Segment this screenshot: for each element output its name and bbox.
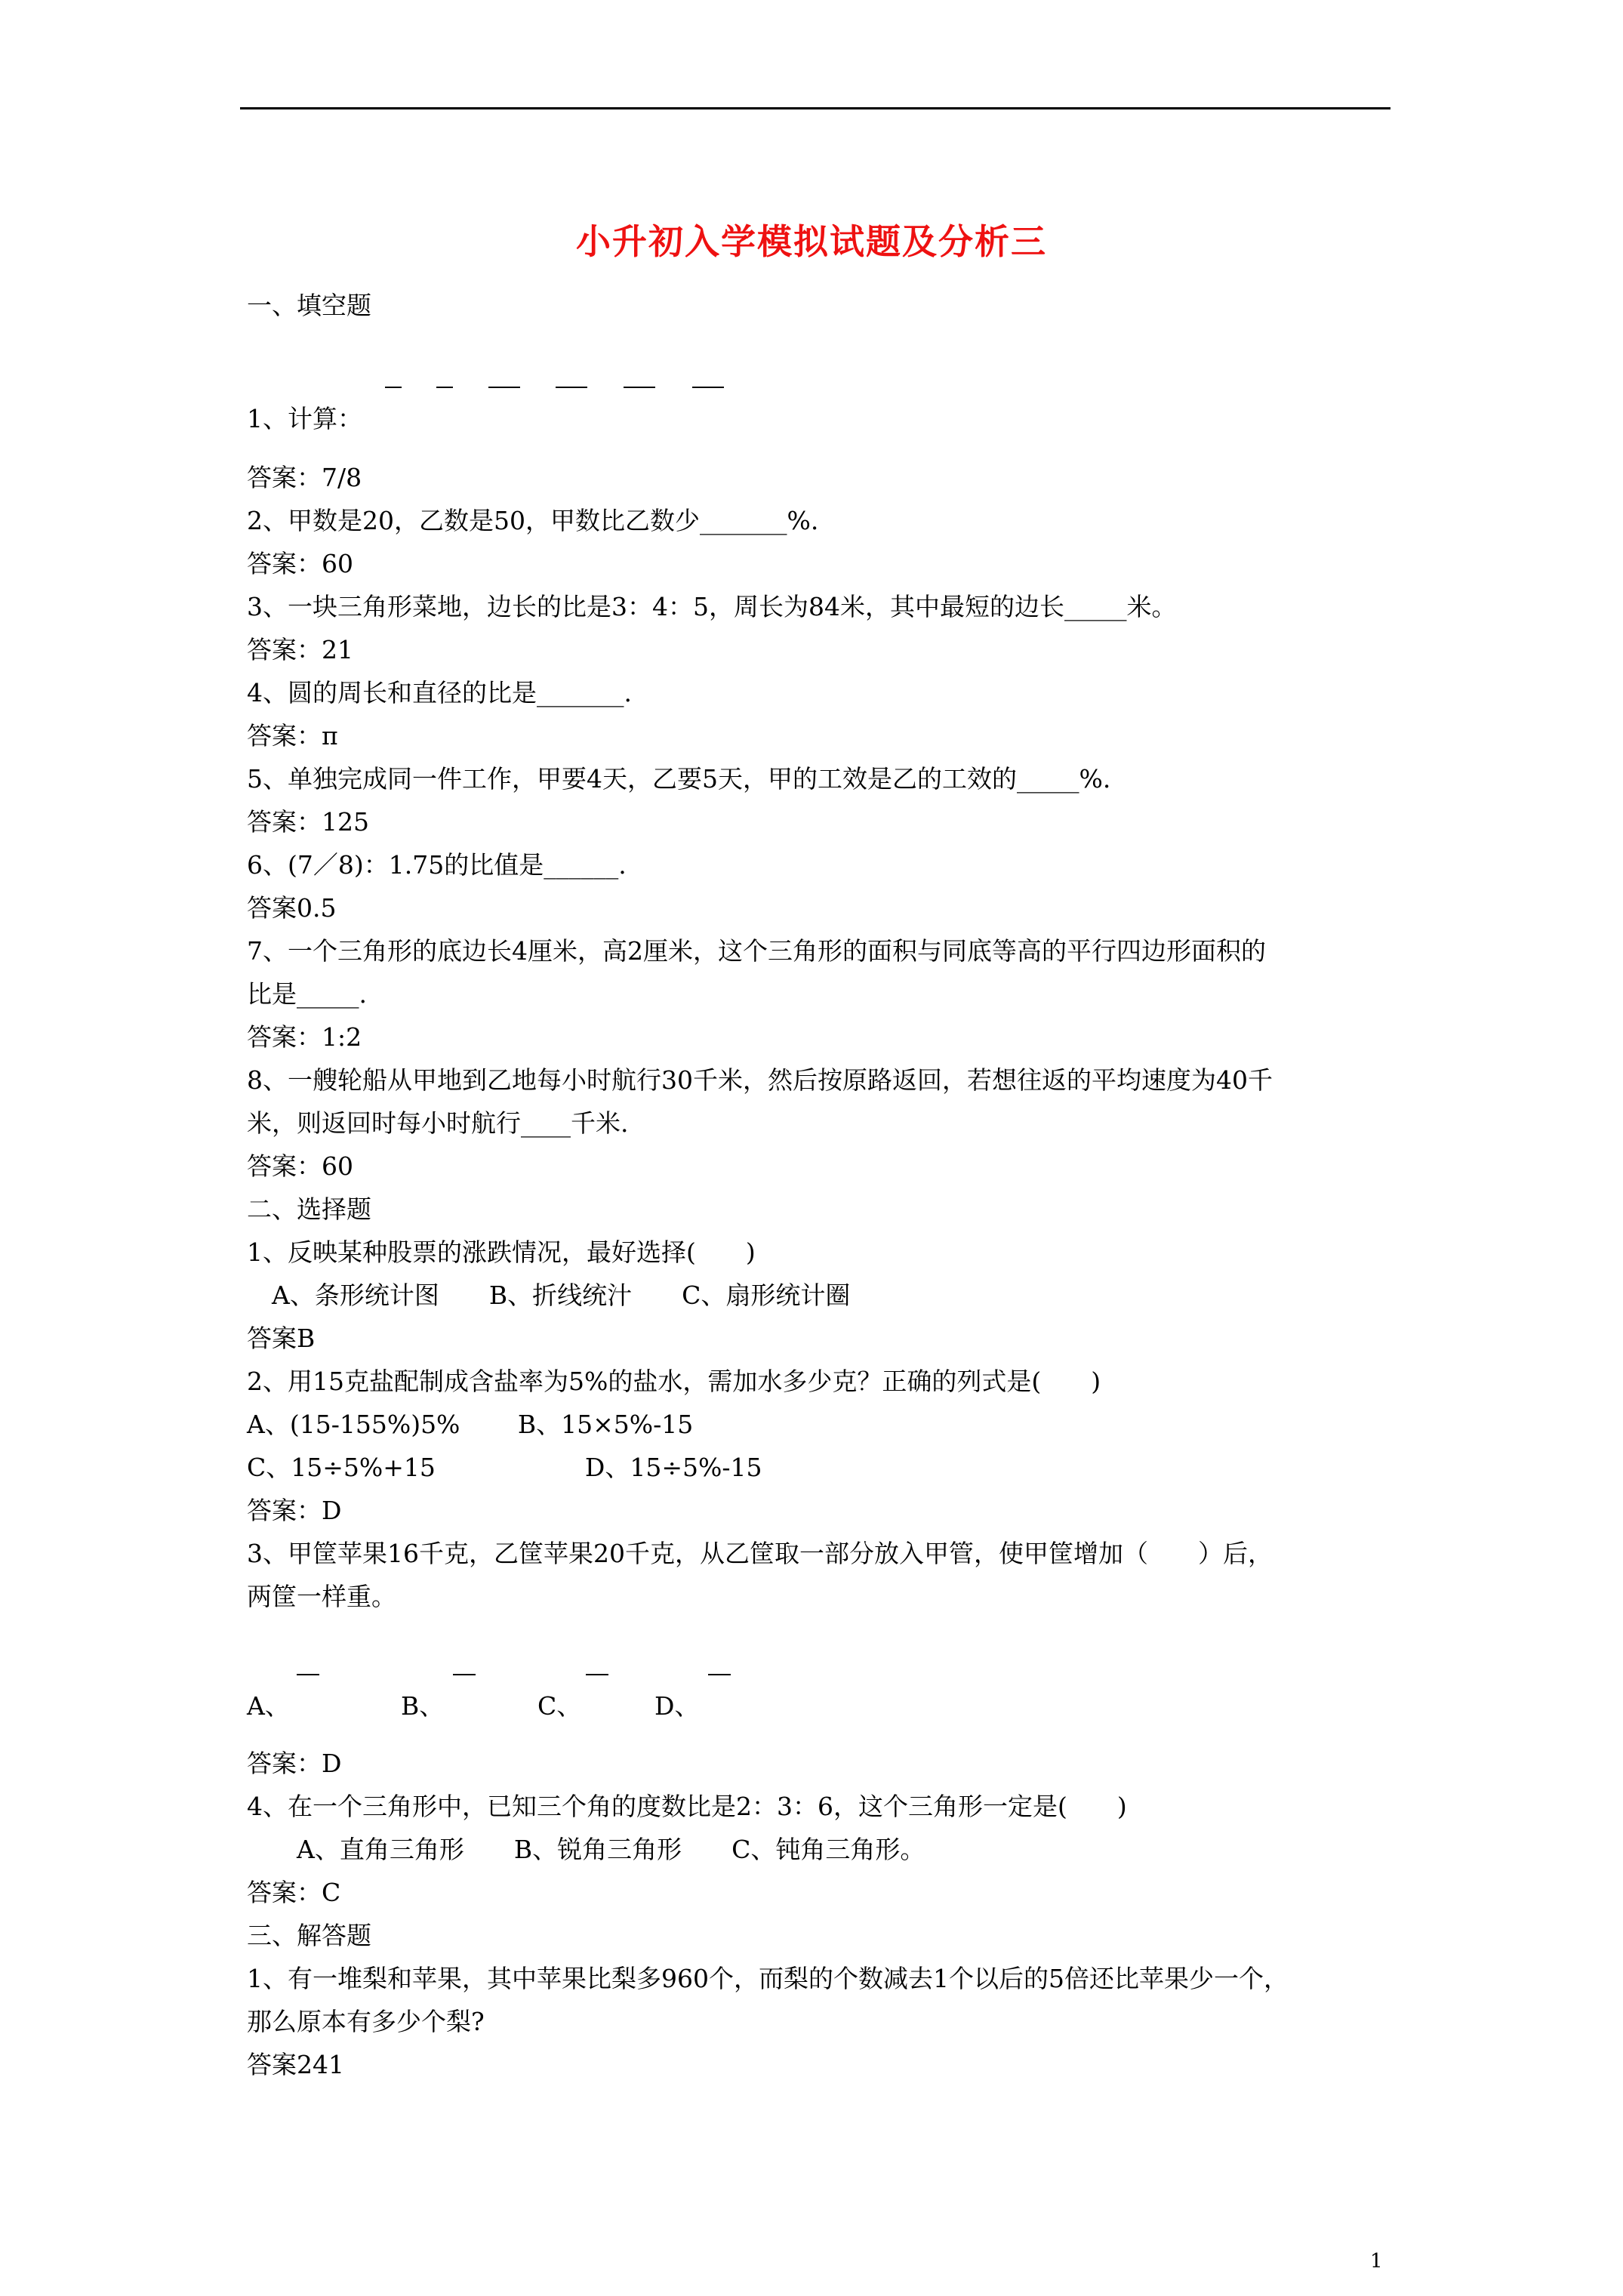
- question-line: 3、一块三角形菜地，边长的比是3：4：5，周长为84米，其中最短的边长_____米。: [247, 592, 1177, 621]
- question-line: 2、用15克盐配制成含盐率为5%的盐水，需加水多少克？正确的列式是( ): [247, 1367, 1101, 1396]
- fraction-bar: [556, 387, 587, 388]
- choices-line: A、直角三角形 B、锐角三角形 C、钝角三角形。: [247, 1835, 925, 1864]
- answer-line: 答案0.5: [247, 893, 337, 923]
- answer-line: 答案：60: [247, 1151, 353, 1181]
- answer-line: 答案：1:2: [247, 1022, 362, 1052]
- fraction-bar: [453, 1674, 476, 1675]
- answer-line: 答案：21: [247, 635, 353, 664]
- question-line: 7、一个三角形的底边长4厘米，高2厘米，这个三角形的面积与同底等高的平行四边形面积的: [247, 936, 1266, 966]
- answer-line: 答案：D: [247, 1496, 342, 1525]
- question-line: 3、甲筐苹果16千克，乙筐苹果20千克，从乙筐取一部分放入甲管，使甲筐增加（ ）后，: [247, 1539, 1273, 1568]
- answer-line: 答案：125: [247, 807, 369, 837]
- choice-b: B、: [401, 1691, 445, 1721]
- page-title: 小升初入学模拟试题及分析三: [576, 221, 1047, 262]
- answer-line: 答案：D: [247, 1749, 342, 1778]
- question-line: 1、计算：: [247, 404, 362, 433]
- question-line: 2、甲数是20，乙数是50，甲数比乙数少_______%.: [247, 506, 819, 535]
- question-line: 1、反映某种股票的涨跌情况，最好选择( ): [247, 1237, 756, 1267]
- section-heading: 二、选择题: [247, 1194, 371, 1224]
- fraction-bar: [692, 387, 724, 388]
- fraction-bar: [385, 387, 402, 388]
- section-heading: 三、解答题: [247, 1921, 371, 1950]
- question-line: 5、单独完成同一件工作，甲要4天，乙要5天，甲的工效是乙的工效的_____%.: [247, 764, 1111, 794]
- answer-line: 答案：π: [247, 721, 338, 750]
- answer-line: 答案B: [247, 1324, 316, 1353]
- answer-line: 答案241: [247, 2050, 344, 2079]
- question-line: 4、在一个三角形中，已知三个角的度数比是2：3：6，这个三角形一定是( ): [247, 1792, 1127, 1821]
- choice-c: C、: [537, 1691, 582, 1721]
- choices-line: A、条形统计图 B、折线统汁 C、扇形统计圈: [247, 1281, 851, 1310]
- answer-line: 答案：7/8: [247, 463, 362, 492]
- choice-d: D、: [654, 1691, 700, 1721]
- choices-line: A、(15-155%)5% B、15×5%-15: [247, 1410, 694, 1439]
- question-line: 两筐一样重。: [247, 1582, 396, 1611]
- question-line: 那么原本有多少个梨?: [247, 2007, 485, 2036]
- question-line: 米，则返回时每小时航行____千米.: [247, 1108, 629, 1138]
- fraction-bar: [488, 387, 520, 388]
- fraction-bar: [624, 387, 655, 388]
- header-rule: [240, 107, 1390, 109]
- question-line: 4、圆的周长和直径的比是_______.: [247, 678, 632, 707]
- section-heading: 一、填空题: [247, 291, 371, 320]
- answer-line: 答案：60: [247, 549, 353, 578]
- question-line: 比是_____.: [247, 979, 367, 1009]
- question-line: 8、一艘轮船从甲地到乙地每小时航行30千米，然后按原路返回，若想往返的平均速度为40千: [247, 1065, 1273, 1095]
- fraction-bar: [586, 1674, 608, 1675]
- page-number: 1: [1370, 2250, 1383, 2273]
- answer-line: 答案：C: [247, 1878, 341, 1907]
- choice-a: A、: [247, 1691, 290, 1721]
- fraction-bar: [436, 387, 453, 388]
- fraction-bar: [708, 1674, 731, 1675]
- fraction-bar: [297, 1674, 319, 1675]
- question-line: 6、(7／8)：1.75的比值是______.: [247, 850, 627, 880]
- question-line: 1、有一堆梨和苹果，其中苹果比梨多960个，而梨的个数减去1个以后的5倍还比苹果少一个，: [247, 1964, 1289, 1993]
- choices-line: C、15÷5%+15 D、15÷5%-15: [247, 1453, 762, 1482]
